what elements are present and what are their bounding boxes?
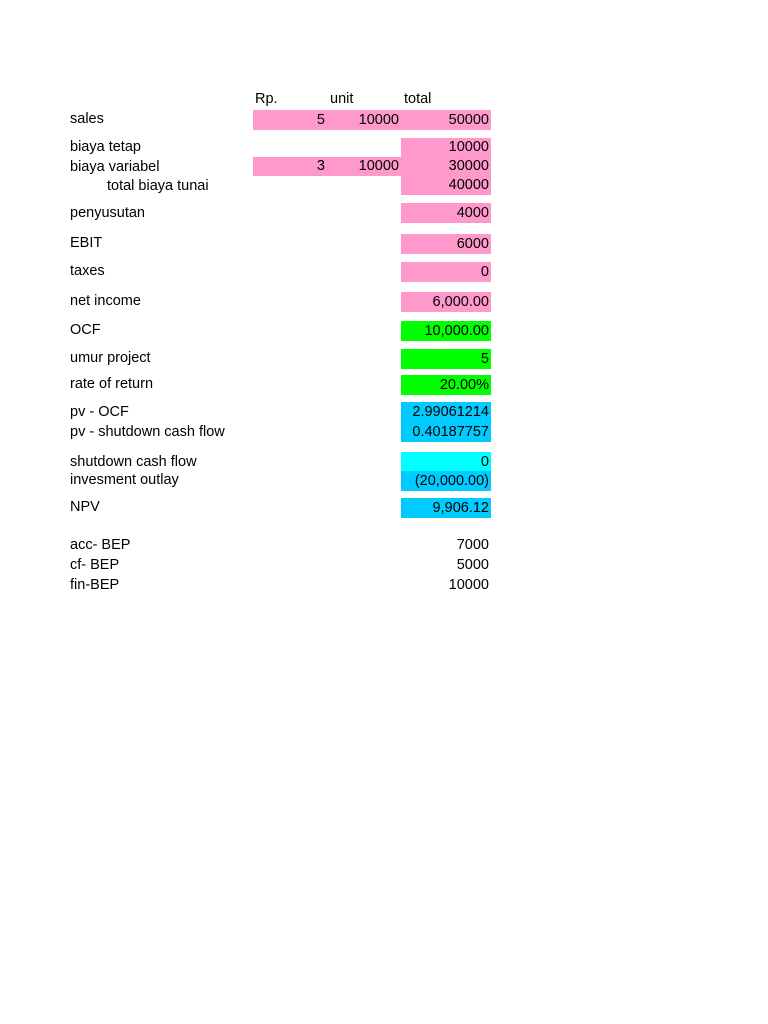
ocf-label: OCF: [70, 322, 101, 338]
ebit-cell[interactable]: 6000: [401, 234, 491, 254]
pv-ocf-label: pv - OCF: [70, 404, 129, 420]
ebit-label: EBIT: [70, 235, 103, 251]
acc-bep-label: acc- BEP: [70, 537, 131, 553]
sales-unit-cell[interactable]: 10000: [327, 110, 401, 130]
biaya-tetap-label: biaya tetap: [70, 139, 141, 155]
biaya-variabel-total-cell[interactable]: 30000: [401, 157, 491, 176]
cf-bep-cell[interactable]: 5000: [456, 557, 489, 573]
biaya-variabel-label: biaya variabel: [70, 159, 160, 175]
shutdown-cash-flow-label: shutdown cash flow: [70, 454, 197, 470]
taxes-cell[interactable]: 0: [401, 262, 491, 282]
total-biaya-tunai-cell[interactable]: 40000: [401, 176, 491, 195]
header-rp: Rp.: [255, 91, 278, 107]
header-unit: unit: [330, 91, 354, 107]
ocf-cell[interactable]: 10,000.00: [401, 321, 491, 341]
umur-project-label: umur project: [70, 350, 151, 366]
fin-bep-label: fin-BEP: [70, 577, 120, 593]
taxes-label: taxes: [70, 263, 105, 279]
shutdown-cash-flow-cell[interactable]: 0: [401, 452, 491, 472]
pv-ocf-cell[interactable]: 2.99061214: [401, 402, 491, 422]
sales-rp-cell[interactable]: 5: [253, 110, 327, 130]
rate-of-return-label: rate of return: [70, 376, 154, 392]
net-income-cell[interactable]: 6,000.00: [401, 292, 491, 312]
sales-total-cell[interactable]: 50000: [401, 110, 491, 130]
biaya-variabel-unit-cell[interactable]: 10000: [327, 157, 401, 176]
biaya-variabel-rp-cell[interactable]: 3: [253, 157, 327, 176]
pv-shutdown-cell[interactable]: 0.40187757: [401, 422, 491, 442]
investment-outlay-cell[interactable]: (20,000.00): [401, 471, 491, 491]
net-income-label: net income: [70, 293, 141, 309]
biaya-tetap-total-cell[interactable]: 10000: [401, 138, 491, 157]
npv-cell[interactable]: 9,906.12: [401, 498, 491, 518]
umur-project-cell[interactable]: 5: [401, 349, 491, 369]
penyusutan-label: penyusutan: [70, 205, 145, 221]
rate-of-return-cell[interactable]: 20.00%: [401, 375, 491, 395]
pv-shutdown-label: pv - shutdown cash flow: [70, 424, 225, 440]
cf-bep-label: cf- BEP: [70, 557, 120, 573]
npv-label: NPV: [70, 499, 100, 515]
total-biaya-tunai-label: total biaya tunai: [107, 178, 209, 194]
header-total: total: [404, 91, 432, 107]
investment-outlay-label: invesment outlay: [70, 472, 179, 488]
penyusutan-cell[interactable]: 4000: [401, 203, 491, 223]
fin-bep-cell[interactable]: 10000: [448, 577, 489, 593]
acc-bep-cell[interactable]: 7000: [456, 537, 489, 553]
sales-label: sales: [70, 111, 104, 127]
